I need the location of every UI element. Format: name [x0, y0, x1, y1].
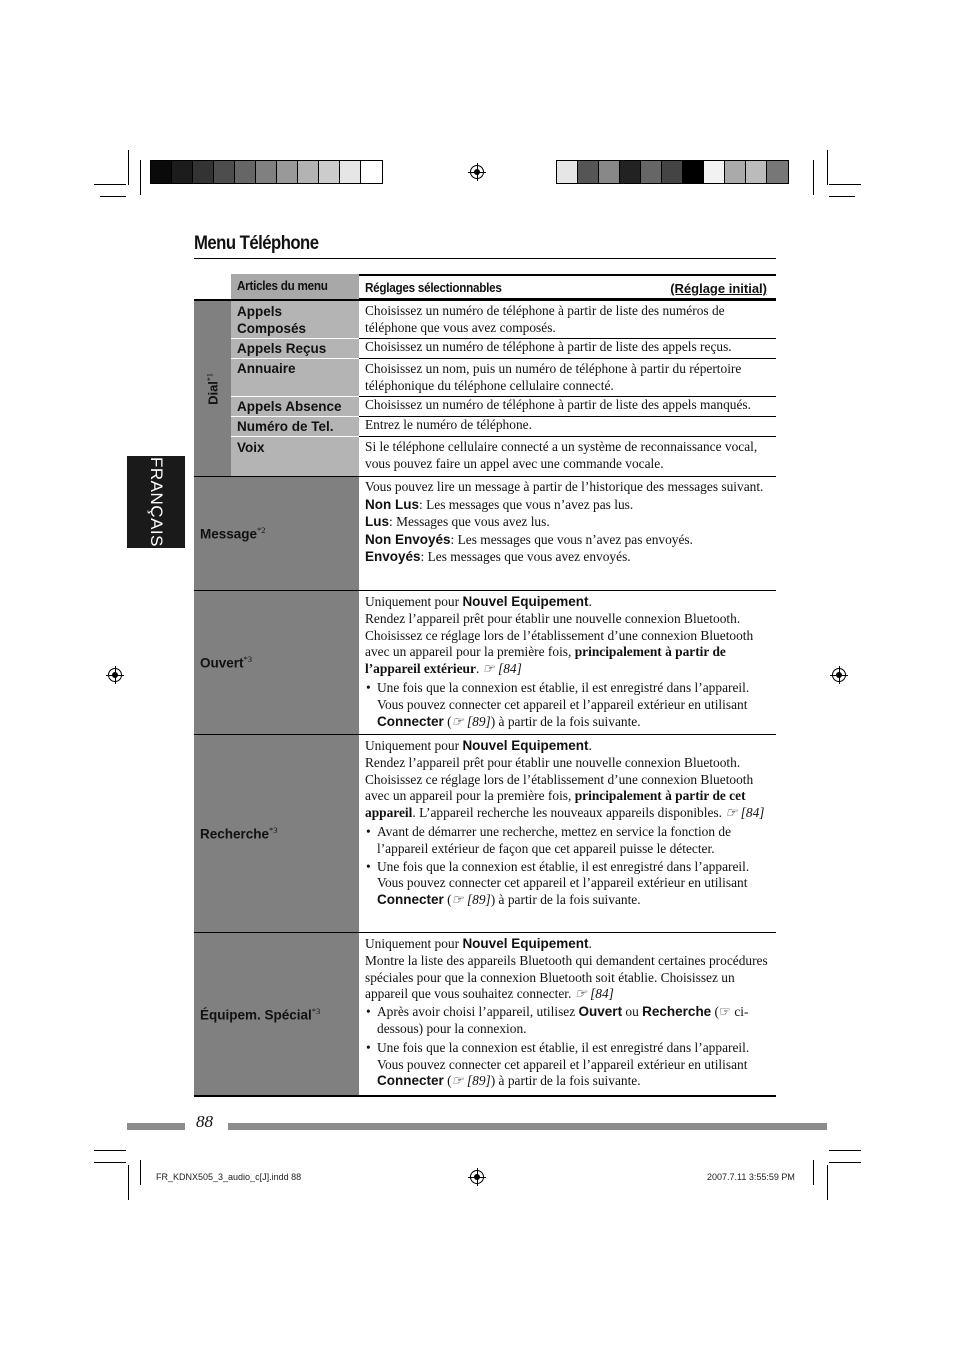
category-recherche: Recherche$^{*3}$ [194, 735, 359, 932]
table-bottom-rule [194, 1095, 776, 1097]
registration-target-icon [832, 668, 846, 682]
category-message: Message$^{*2}$ [194, 477, 359, 590]
category-special: Équipem. Spécial$^{*3}$ [194, 933, 359, 1096]
language-label: FRANÇAIS [147, 457, 166, 547]
footer-file: FR_KDNX505_3_audio_c[J].indd 88 [156, 1172, 302, 1182]
footer-date: 2007.7.11 3:55:59 PM [707, 1172, 795, 1182]
language-tab [127, 456, 185, 548]
desc-message: Vous pouvez lire un message à partir de l’historique des messages suivant. Non Lus: Les messages que vous n’avez pas lus. Lus: Messages que vous avez lus. Non Envoyés: Les messages que vous n’avez pas envoyés. Envoyés: Les messages que vous avez envoyés. [359, 477, 776, 590]
desc-special: Uniquement pour Nouvel Equipement. Montre la liste des appareils Bluetooth qui demandent certaines procédures spéciales pour que la connexion Bluetooth soit établie. Choisissez un appareil que vous souhaitez connecter. ☞ [84] • Après avoir choisi l’appareil, utilisez Ouvert ou Recherche (☞ ci-dessous) pour la connexion. • Une fois que la connexion est établie, il est enregistré dans l’appareil. Vous pouvez connecter cet appareil et l’appareil extérieur en utilisant Connecter (☞ [89]) à partir de la fois suivante. [359, 933, 776, 1096]
special-label: Équipem. Spécial [200, 1007, 312, 1023]
desc-voix: Si le téléphone cellulaire connecté a un système de reconnaissance vocal, vous pouvez faire un appel avec une commande vocale. [359, 437, 776, 476]
dial-label: Dial [205, 380, 221, 405]
ouvert-label: Ouvert [200, 655, 244, 671]
item-appels-absence: Appels Absence [231, 397, 359, 416]
item-appels-composes: Appels Composés [231, 301, 359, 338]
header-initial: (Réglage initial) [670, 281, 767, 296]
desc-annuaire: Choisissez un nom, puis un numéro de téléphone à partir du répertoire téléphonique du téléphone cellulaire connecté. [359, 359, 776, 396]
item-appels-recus: Appels Reçus [231, 339, 359, 358]
page-bar-right [228, 1123, 827, 1130]
header-items: Articles du menu [231, 274, 359, 300]
page-title: Menu Téléphone [194, 233, 319, 254]
registration-target-icon [470, 165, 484, 179]
desc-recherche: Uniquement pour Nouvel Equipement. Rendez l’appareil prêt pour établir une nouvelle connexion Bluetooth. Choisissez ce réglage lors de l’établissement d’une connexion Bluetooth avec un appareil pour la première fois, principalement à partir de cet appareil. L’appareil recherche les nouveaux appareils disponibles. ☞ [84] • Avant de démarrer une recherche, mettez en service la fonction de l’appareil extérieur de façon que cet appareil puisse le détecter. • Une fois que la connexion est établie, il est enregistré dans l’appareil. Vous pouvez connecter cet appareil et l’appareil extérieur en utilisant Connecter (☞ [89]) à partir de la fois suivante. [359, 735, 776, 932]
desc-ouvert: Uniquement pour Nouvel Equipement. Rendez l’appareil prêt pour établir une nouvelle connexion Bluetooth. Choisissez ce réglage lors de l’établissement d’une connexion Bluetooth avec un appareil pour la première fois, principalement à partir de l’appareil extérieur. ☞ [84] • Une fois que la connexion est établie, il est enregistré dans l’appareil. Vous pouvez connecter cet appareil et l’appareil extérieur en utilisant Connecter (☞ [89]) à partir de la fois suivante. [359, 591, 776, 734]
recherche-label: Recherche [200, 826, 270, 842]
category-ouvert: Ouvert$^{*3}$ [194, 591, 359, 734]
registration-target-icon [470, 1170, 484, 1184]
desc-appels-recus: Choisissez un numéro de téléphone à partir de liste des appels reçus. [359, 339, 776, 358]
desc-appels-absence: Choisissez un numéro de téléphone à partir de liste des appels manqués. [359, 397, 776, 416]
item-annuaire: Annuaire [231, 359, 359, 396]
message-label: Message [200, 526, 258, 542]
dial-note: *1 [204, 372, 214, 381]
title-rule [194, 258, 776, 259]
page-bar-left [127, 1123, 185, 1130]
item-voix: Voix [231, 437, 359, 476]
item-numero-tel: Numéro de Tel. [231, 417, 359, 436]
category-dial [194, 301, 231, 476]
color-bar-right [556, 160, 789, 184]
desc-appels-composes: Choisissez un numéro de téléphone à partir de liste des numéros de téléphone que vous avez composés. [359, 301, 776, 338]
desc-numero-tel: Entrez le numéro de téléphone. [359, 417, 776, 436]
header-settings: Réglages sélectionnables (Réglage initial) [359, 274, 776, 300]
registration-target-icon [108, 668, 122, 682]
page-number: 88 [196, 1112, 213, 1131]
color-bar-left [150, 160, 383, 184]
